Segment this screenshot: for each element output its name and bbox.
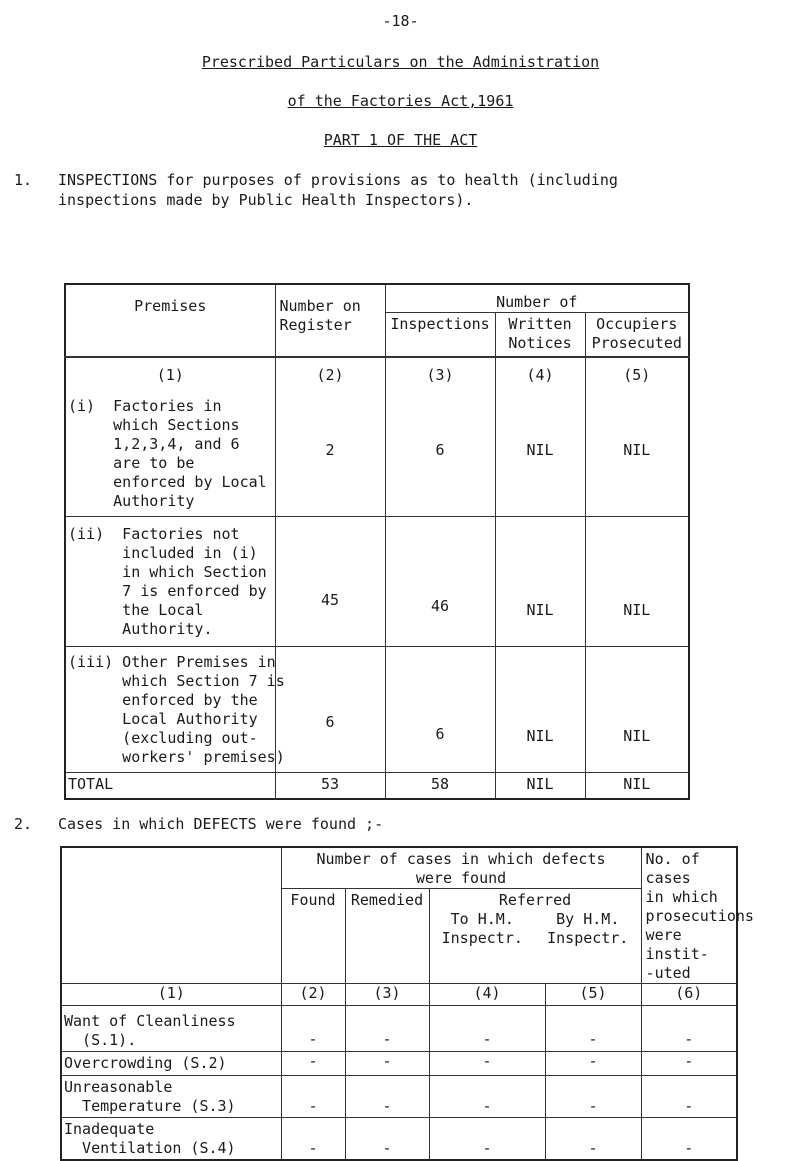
- total-row: [65, 773, 689, 799]
- header-remedied: Remedied: [345, 889, 429, 984]
- header-number-of-cases: Number of cases in which defects were found: [281, 847, 641, 889]
- inspections-cell: (3) 6: [385, 357, 495, 517]
- row-label: (1) (i) Factories in which Sections 1,2,3,4, and 6 are to be enforced by Local Authority: [65, 357, 275, 517]
- row-label: (iii) Other Premises in which Section 7 is enforced by the Local Authority (excluding out- workers' premises): [65, 647, 275, 773]
- prosecuted-cell: NIL: [585, 517, 689, 647]
- inspections-cell: 46: [385, 517, 495, 647]
- col-number: (1): [61, 984, 281, 1006]
- value-cell: -: [641, 1118, 737, 1160]
- row-label: (ii) Factories not included in (i) in which Section 7 is enforced by the Local Authority.: [65, 517, 275, 647]
- table-row: [65, 517, 689, 647]
- header-inspections: Inspections: [385, 313, 495, 357]
- section2-text: Cases in which DEFECTS were found ;-: [58, 815, 384, 833]
- section1-text-line1: INSPECTIONS for purposes of provisions as to health (including: [58, 171, 618, 189]
- prosecuted-cell: NIL: [585, 647, 689, 773]
- page-subtitle: of the Factories Act,1961: [287, 92, 514, 110]
- value-cell: -: [429, 1006, 545, 1052]
- value-cell: -: [429, 1118, 545, 1160]
- table-row: [65, 647, 689, 773]
- part-heading: PART 1 OF THE ACT: [323, 131, 478, 149]
- section1-text-line2: inspections made by Public Health Inspectors).: [58, 191, 474, 209]
- row-label: Unreasonable Temperature (S.3): [61, 1076, 281, 1118]
- value-cell: -: [429, 1076, 545, 1118]
- total-inspections: 58: [385, 773, 495, 799]
- col-number: (4): [429, 984, 545, 1006]
- value-cell: -: [545, 1118, 641, 1160]
- notices-cell: NIL: [495, 647, 585, 773]
- header-blank: [61, 847, 281, 984]
- notices-cell: (4) NIL: [495, 357, 585, 517]
- table-row: [61, 1052, 737, 1076]
- header-premises: Premises: [65, 284, 275, 357]
- value-cell: -: [545, 1052, 641, 1076]
- header-referred: Referred To H.M. By H.M. Inspectr. Inspectr.: [429, 889, 641, 984]
- value-cell: -: [281, 1052, 345, 1076]
- col-number: (3): [345, 984, 429, 1006]
- value-cell: -: [641, 1006, 737, 1052]
- inspections-table: [64, 283, 690, 800]
- table-row: [61, 1118, 737, 1160]
- table-row: [61, 1006, 737, 1052]
- col-number: (6): [641, 984, 737, 1006]
- value-cell: -: [281, 1076, 345, 1118]
- value-cell: -: [345, 1052, 429, 1076]
- register-cell: 6: [275, 647, 385, 773]
- value-cell: -: [429, 1052, 545, 1076]
- value-cell: -: [641, 1076, 737, 1118]
- total-notices: NIL: [495, 773, 585, 799]
- header-number-on-register: Number on Register: [275, 284, 385, 357]
- value-cell: -: [281, 1118, 345, 1160]
- page-title: Prescribed Particulars on the Administration: [201, 53, 600, 71]
- table-row: [61, 1076, 737, 1118]
- value-cell: -: [545, 1076, 641, 1118]
- section2-number: 2.: [14, 815, 33, 833]
- header-prosecutions: No. of cases in which prosecutions were instit- -uted: [641, 847, 737, 984]
- page-number: -18-: [382, 12, 419, 30]
- header-number-of: Number of: [385, 284, 689, 313]
- row-label: Want of Cleanliness (S.1).: [61, 1006, 281, 1052]
- row-label: Overcrowding (S.2): [61, 1052, 281, 1076]
- value-cell: -: [345, 1118, 429, 1160]
- value-cell: -: [545, 1006, 641, 1052]
- value-cell: -: [345, 1076, 429, 1118]
- header-occupiers-prosecuted: Occupiers Prosecuted: [585, 313, 689, 357]
- row-label: Inadequate Ventilation (S.4): [61, 1118, 281, 1160]
- header-found: Found: [281, 889, 345, 984]
- value-cell: -: [641, 1052, 737, 1076]
- total-register: 53: [275, 773, 385, 799]
- prosecuted-cell: (5) NIL: [585, 357, 689, 517]
- inspections-cell: 6: [385, 647, 495, 773]
- total-prosecuted: NIL: [585, 773, 689, 799]
- total-label: TOTAL: [65, 773, 275, 799]
- col-number: (2): [281, 984, 345, 1006]
- defects-table: [60, 846, 754, 1161]
- value-cell: -: [281, 1006, 345, 1052]
- header-written-notices: Written Notices: [495, 313, 585, 357]
- table-row: [65, 357, 689, 517]
- section1-number: 1.: [14, 171, 33, 189]
- register-cell: (2) 2: [275, 357, 385, 517]
- value-cell: -: [345, 1006, 429, 1052]
- notices-cell: NIL: [495, 517, 585, 647]
- register-cell: 45: [275, 517, 385, 647]
- col-number: (5): [545, 984, 641, 1006]
